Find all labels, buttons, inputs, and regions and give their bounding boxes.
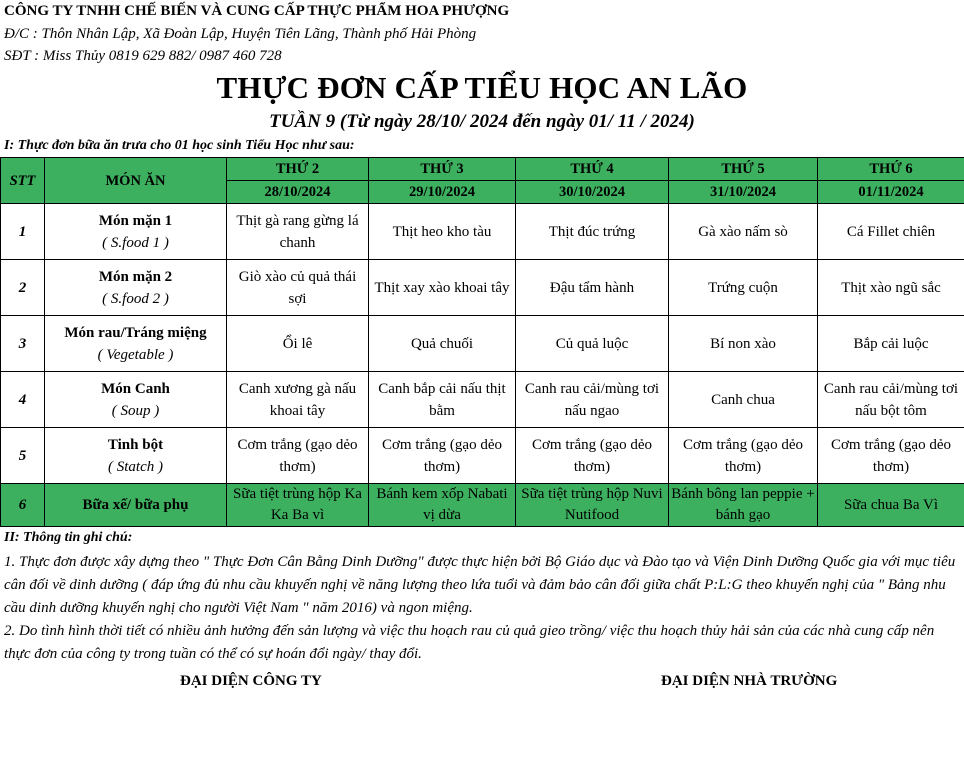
menu-cell: Cơm trắng (gạo dẻo thơm) xyxy=(669,428,818,484)
menu-cell: Canh xương gà nấu khoai tây xyxy=(227,372,369,428)
menu-cell: Canh rau cải/mùng tơi nấu ngao xyxy=(516,372,669,428)
table-row xyxy=(1,428,964,484)
menu-cell: Bắp cải luộc xyxy=(818,316,964,372)
menu-cell: Bánh bông lan peppie + bánh gạo xyxy=(669,484,818,527)
menu-cell: Thịt gà rang gừng lá chanh xyxy=(227,204,369,260)
section-2-heading: II: Thông tin ghi chú: xyxy=(4,530,133,545)
header-day: THỨ 2 xyxy=(227,158,369,181)
week-subtitle: TUẦN 9 (Từ ngày 28/10/ 2024 đến ngày 01/ 11 / 2024) xyxy=(269,111,695,132)
signature-company: ĐẠI DIỆN CÔNG TY xyxy=(180,673,322,689)
company-phone: SĐT : Miss Thủy 0819 629 882/ 0987 460 728 xyxy=(4,48,282,64)
header-date: 29/10/2024 xyxy=(369,181,516,204)
dish-category-sub: ( Soup ) xyxy=(111,402,160,419)
dish-category-name: Món mặn 2 xyxy=(98,268,173,285)
dish-category xyxy=(45,372,227,428)
menu-cell: Cơm trắng (gạo dẻo thơm) xyxy=(818,428,964,484)
dish-category xyxy=(45,204,227,260)
menu-cell: Cơm trắng (gạo dẻo thơm) xyxy=(369,428,516,484)
dish-category-sub: ( Statch ) xyxy=(108,458,163,475)
dish-category-sub: ( S.food 1 ) xyxy=(102,234,169,251)
header-date: 01/11/2024 xyxy=(818,181,964,204)
menu-cell: Canh bắp cải nấu thịt bằm xyxy=(369,372,516,428)
company-address: Đ/C : Thôn Nhân Lập, Xã Đoàn Lập, Huyện Tiên Lãng, Thành phố Hải Phòng xyxy=(4,26,477,42)
dish-category-sub: ( S.food 2 ) xyxy=(102,290,169,307)
signature-school: ĐẠI DIỆN NHÀ TRƯỜNG xyxy=(661,673,838,689)
dish-category-sub: ( Vegetable ) xyxy=(97,346,174,363)
dish-category-name: Món Canh xyxy=(101,380,170,397)
note-item: 1. Thực đơn được xây dựng theo " Thực Đơn Cân Bằng Dinh Dưỡng" được thực hiện bởi Bộ Giáo dục và Đào tạo và Viện Dinh Dưỡng Quốc gia với mục tiêu cân đối về dinh dưỡng ( đáp ứng đủ nhu cầu khuyến nghị về năng lượng theo lứa tuổi và đảm bảo cân đối giữa chất P:L:G theo khuyến nghị của " Bảng nhu cầu dinh dưỡng khuyến nghị cho người Việt Nam " năm 2016) và ngon miệng. xyxy=(4,554,956,616)
header-day: THỨ 6 xyxy=(818,158,964,181)
menu-cell: Sữa tiệt trùng hộp Ka Ka Ba vì xyxy=(227,484,369,527)
menu-cell: Ổi lê xyxy=(227,316,369,372)
table-row xyxy=(1,260,964,316)
dish-category xyxy=(45,428,227,484)
company-name: CÔNG TY TNHH CHẾ BIẾN VÀ CUNG CẤP THỰC PHẨM HOA PHƯỢNG xyxy=(4,3,510,19)
header-day: THỨ 4 xyxy=(516,158,669,181)
menu-cell: Sữa chua Ba Vì xyxy=(818,484,964,527)
row-number: 3 xyxy=(1,316,45,372)
notes-block xyxy=(4,551,956,666)
row-number: 4 xyxy=(1,372,45,428)
menu-cell: Trứng cuộn xyxy=(669,260,818,316)
table-row-snack xyxy=(1,484,964,527)
page-title: THỰC ĐƠN CẤP TIỂU HỌC AN LÃO xyxy=(216,70,748,105)
menu-cell: Gà xào nấm sò xyxy=(669,204,818,260)
dish-category-name: Bữa xế/ bữa phụ xyxy=(82,496,189,513)
menu-cell: Quả chuối xyxy=(369,316,516,372)
menu-cell: Đậu tẩm hành xyxy=(516,260,669,316)
dish-category xyxy=(45,316,227,372)
menu-cell: Bánh kem xốp Nabati vị dừa xyxy=(369,484,516,527)
dish-category-name: Tinh bột xyxy=(107,436,164,453)
menu-cell: Bí non xào xyxy=(669,316,818,372)
row-number: 2 xyxy=(1,260,45,316)
table-row xyxy=(1,372,964,428)
dish-category xyxy=(45,260,227,316)
menu-cell: Canh chua xyxy=(669,372,818,428)
header-dish: MÓN ĂN xyxy=(45,158,227,204)
header-date: 28/10/2024 xyxy=(227,181,369,204)
menu-cell: Thịt đúc trứng xyxy=(516,204,669,260)
header-date: 31/10/2024 xyxy=(669,181,818,204)
header-day: THỨ 5 xyxy=(669,158,818,181)
header-stt: STT xyxy=(1,158,45,204)
table-row xyxy=(1,316,964,372)
menu-cell: Củ quả luộc xyxy=(516,316,669,372)
menu-cell: Cơm trắng (gạo dẻo thơm) xyxy=(516,428,669,484)
dish-category-name: Món mặn 1 xyxy=(98,212,173,229)
row-number: 5 xyxy=(1,428,45,484)
dish-category-name: Món rau/Tráng miệng xyxy=(64,324,207,341)
dish-category xyxy=(45,484,227,527)
menu-cell: Thịt xào ngũ sắc xyxy=(818,260,964,316)
table-row xyxy=(1,204,964,260)
menu-cell: Thịt xay xào khoai tây xyxy=(369,260,516,316)
section-1-heading: I: Thực đơn bữa ăn trưa cho 01 học sinh Tiểu Học như sau: xyxy=(4,138,355,153)
menu-cell: Cá Fillet chiên xyxy=(818,204,964,260)
menu-cell: Canh rau cải/mùng tơi nấu bột tôm xyxy=(818,372,964,428)
menu-cell: Sữa tiệt trùng hộp Nuvi Nutifood xyxy=(516,484,669,527)
note-item: 2. Do tình hình thời tiết có nhiều ảnh hưởng đến sản lượng và việc thu hoạch rau củ quả gieo trồng/ việc thu hoạch thủy hải sản của các nhà cung cấp nên thực đơn của công ty trong tuần có thể có sự hoán đổi ngày/ thay đổi. xyxy=(4,623,935,662)
row-number: 6 xyxy=(1,484,45,527)
header-day: THỨ 3 xyxy=(369,158,516,181)
menu-cell: Thịt heo kho tàu xyxy=(369,204,516,260)
row-number: 1 xyxy=(1,204,45,260)
menu-table xyxy=(0,157,964,527)
menu-cell: Cơm trắng (gạo dẻo thơm) xyxy=(227,428,369,484)
header-date: 30/10/2024 xyxy=(516,181,669,204)
menu-cell: Giò xào củ quả thái sợi xyxy=(227,260,369,316)
